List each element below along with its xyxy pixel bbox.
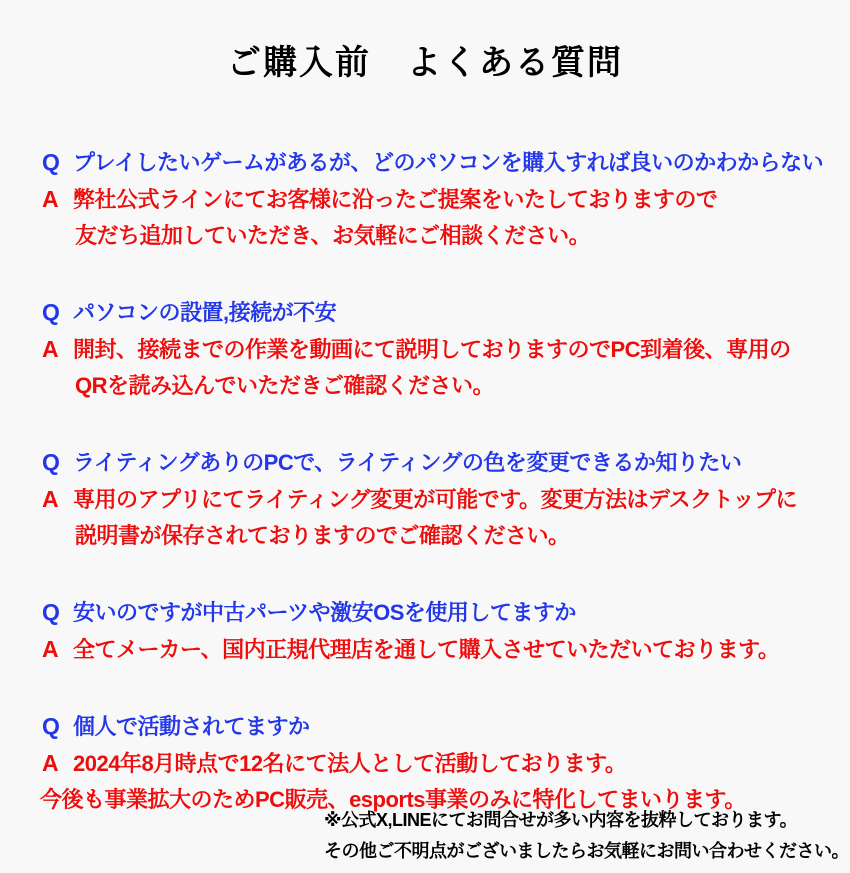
footer-note [324, 805, 849, 867]
q-mark: Q [42, 148, 60, 175]
faq-item-4 [42, 594, 850, 668]
q-mark: Q [42, 448, 60, 475]
page-title: ご購入前 よくある質問 [227, 43, 623, 82]
a-mark: A [42, 635, 59, 662]
answer-text: 弊社公式ラインにてお客様に沿ったご提案をいたしておりますので [73, 186, 718, 212]
question-line [42, 594, 850, 631]
faq-list [0, 106, 850, 818]
answer-continuation: 友だち追加していただき、お気軽にご相談ください。 [75, 222, 591, 248]
answer-continuation: QRを読み込んでいただきご確認ください。 [75, 372, 495, 398]
answer-text: 全てメーカー、国内正規代理店を通して購入させていただいております。 [73, 636, 780, 662]
answer-line [42, 331, 850, 368]
faq-item-5 [42, 708, 850, 818]
question-line [42, 144, 850, 181]
q-mark: Q [42, 298, 60, 325]
answer-text: 開封、接続までの作業を動画にて説明しておりますのでPC到着後、専用の [73, 336, 791, 362]
faq-item-3 [42, 444, 850, 554]
question-text: パソコンの設置,接続が不安 [73, 299, 337, 325]
question-line [42, 294, 850, 331]
answer-line [42, 481, 850, 518]
question-line [42, 708, 850, 745]
question-line [42, 444, 850, 481]
answer-continuation: 説明書が保存されておりますのでご確認ください。 [75, 522, 570, 548]
answer-continuation: 今後も事業拡大のためPC販売、esports事業のみに特化してまいります。 [40, 786, 746, 812]
a-mark: A [42, 485, 59, 512]
q-mark: Q [42, 712, 60, 739]
question-text: 個人で活動されてますか [73, 713, 310, 739]
footer-line-2: その他ご不明点がございましたらお気軽にお問い合わせください。 [324, 840, 849, 861]
q-mark: Q [42, 598, 60, 625]
question-text: 安いのですが中古パーツや激安OSを使用してますか [73, 599, 576, 625]
a-mark: A [42, 185, 59, 212]
question-text: プレイしたいゲームがあるが、どのパソコンを購入すれば良いのかわからない [73, 149, 824, 175]
faq-item-1 [42, 144, 850, 254]
answer-text: 専用のアプリにてライティング変更が可能です。変更方法はデスクトップに [73, 486, 797, 512]
answer-line [42, 181, 850, 218]
a-mark: A [42, 749, 59, 776]
faq-item-2 [42, 294, 850, 404]
answer-text: 2024年8月時点で12名にて法人として活動しております。 [73, 750, 627, 776]
a-mark: A [42, 335, 59, 362]
answer-line [42, 745, 850, 782]
question-text: ライティングありのPCで、ライティングの色を変更できるか知りたい [73, 449, 742, 475]
footer-line-1: ※公式X,LINEにてお問合せが多い内容を抜粋しております。 [324, 809, 798, 830]
answer-line [42, 631, 850, 668]
